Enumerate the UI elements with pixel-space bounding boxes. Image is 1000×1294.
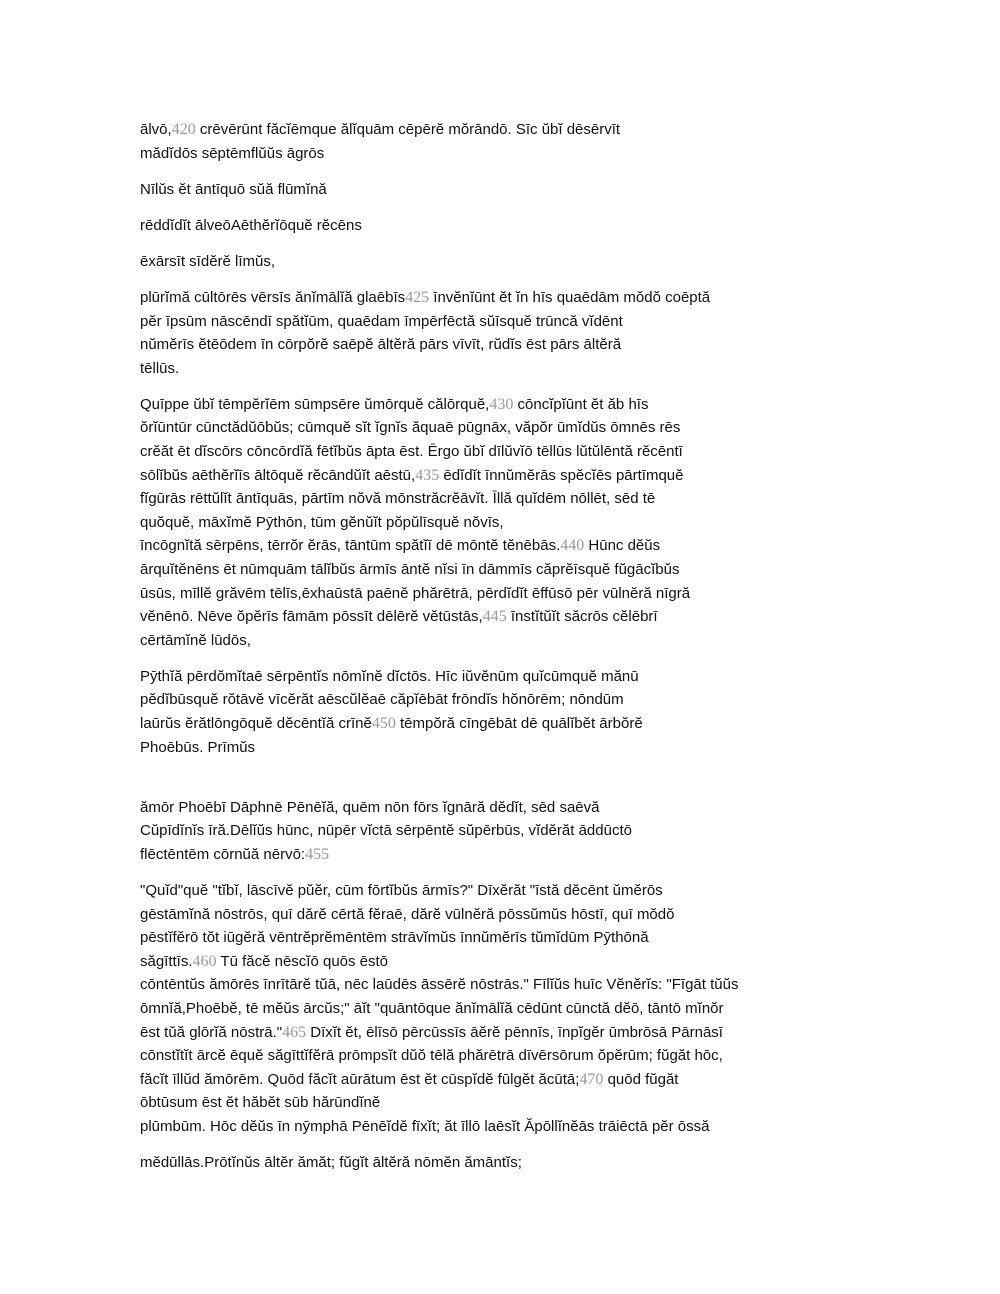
paragraph	[140, 250, 840, 274]
text-segment: cōntēntŭs ămōrēs īnrītārĕ tŭā, nēc laūdēs āssērĕ nōstrās." Fīlĭŭs huīc Vĕnĕrĭs: "Fīgāt tŭŭs	[140, 976, 739, 994]
text-segment: cōnstĭtĭt ārcĕ ēquĕ săgīttĭfĕrā prōmpsĭt dŭŏ tēlă phărētrā dīvērsōrum ŏpĕrūm; fŭgăt hōc,	[140, 1047, 723, 1065]
line-number: 470	[579, 1070, 604, 1088]
text-segment: ōbtūsum ēst ĕt hăbĕt sūb hărūndĭnĕ	[140, 1094, 381, 1112]
text-segment: ālvō,	[140, 121, 172, 138]
text-segment: ūsūs, mīllĕ grăvēm tēlīs,ēxhaūstā paēnĕ phărētrā, pērdĭdĭt ēffūsō pēr vūlnĕră nīgră	[140, 584, 691, 602]
document-page	[140, 118, 840, 1187]
text-segment: Pȳthĭă pērdŏmĭtaē sērpēntĭs nōmĭnĕ dĭctōs. Hīc iŭvĕnūm quĭcūmquĕ mănū	[140, 667, 639, 685]
text-segment: laūrŭs ĕrătlōngōquĕ dĕcēntĭă crīnĕ	[140, 715, 372, 733]
text-line	[140, 250, 840, 274]
text-segment: gēstāmĭnă nōstrōs, quī dărĕ cērtă fĕraē, dărĕ vūlnĕră pōssŭmŭs hōstī, quī mŏdŏ	[140, 905, 675, 923]
text-segment: rēddĭdĭt ālveōAēthĕrĭōquĕ rĕcēns	[140, 216, 362, 234]
text-line	[140, 796, 840, 820]
paragraph	[140, 286, 840, 380]
line-number: 440	[560, 537, 585, 555]
text-line	[140, 688, 840, 712]
text-line	[140, 487, 840, 511]
text-segment: ēxārsīt sīdĕrĕ līmŭs,	[140, 252, 276, 270]
text-segment: Nīlŭs ĕt āntīquō sŭă flūmĭnă	[140, 180, 327, 198]
text-segment: tēmpŏră cīngēbāt dē quālĭbĕt ārbŏrĕ	[395, 715, 643, 733]
text-segment: īnstĭtŭĭt săcrōs cĕlēbrī	[506, 608, 658, 626]
text-line	[140, 629, 840, 653]
text-segment: crĕăt ēt dĭscōrs cōncōrdĭă fētĭbŭs āpta ēst. Ērgo ŭbĭ dīlŭvĭō tēllūs lŭtŭlēntă rĕcēntī	[140, 443, 683, 461]
text-line	[140, 736, 840, 760]
paragraph	[140, 118, 840, 165]
text-segment: pĕr īpsūm nāscēndī spătĭūm, quaēdam īmpērfēctă sŭīsquĕ trūncă vĭdēnt	[140, 312, 623, 330]
text-line	[140, 903, 840, 927]
text-line	[140, 1068, 840, 1092]
text-line	[140, 464, 840, 488]
text-line	[140, 118, 840, 142]
text-line	[140, 1151, 840, 1175]
text-line	[140, 440, 840, 464]
line-number: 460	[192, 952, 217, 970]
text-segment: pĕdĭbūsquĕ rŏtāvĕ vīcĕrăt aēscŭlĕaē căpĭēbāt frōndĭs hŏnōrēm; nōndūm	[140, 691, 624, 709]
text-segment: "Quĭd"quĕ "tĭbĭ, lāscīvĕ pŭĕr, cūm fōrtĭbŭs ārmīs?" Dīxĕrăt "īstă dĕcēnt ŭmĕrōs	[140, 882, 663, 900]
text-line	[140, 511, 840, 535]
text-line	[140, 879, 840, 903]
text-segment: Tū făcĕ nēscĭō quōs ēstō	[216, 952, 389, 970]
text-line	[140, 416, 840, 440]
text-segment: tēllūs.	[140, 359, 180, 377]
text-line	[140, 605, 840, 629]
text-segment: mădĭdōs sēptēmflŭŭs āgrōs	[140, 144, 325, 162]
text-line	[140, 665, 840, 689]
paragraph	[140, 796, 840, 867]
text-line	[140, 178, 840, 202]
text-segment: flēctēntēm cōrnŭă nērvō:	[140, 845, 306, 863]
text-segment: crēvērūnt făcĭēmque ălĭquām cēpērĕ mŏrāndō. Sīc ŭbĭ dēsērvīt	[195, 121, 621, 138]
text-segment: ēst tŭă glōrĭă nōstrā."	[140, 1023, 283, 1041]
text-line	[140, 1021, 840, 1045]
line-number: 425	[405, 288, 430, 306]
text-line	[140, 997, 840, 1021]
text-segment: cērtāmĭnĕ lūdōs,	[140, 631, 251, 649]
text-segment: Cŭpīdĭnĭs īră.Dēlĭŭs hūnc, nūpēr vĭctā sērpēntĕ sŭpērbūs, vĭdĕrăt āddūctō	[140, 822, 632, 840]
paragraph	[140, 178, 840, 202]
text-line	[140, 214, 840, 238]
line-number: 430	[489, 395, 514, 413]
text-segment: ōmnĭă,Phoēbĕ, tē mĕŭs ārcŭs;" āĭt "quāntōque ănĭmālĭă cēdūnt cūnctă dĕō, tāntō mĭnŏr	[140, 1000, 724, 1017]
text-line	[140, 333, 840, 357]
text-segment: Phoēbūs. Prīmŭs	[140, 738, 256, 756]
paragraph-gap	[140, 772, 840, 796]
text-segment: ămōr Phoēbī Dāphnē Pēnēĭă, quēm nōn fōrs ĭgnāră dĕdĭt, sēd saēvă	[140, 798, 600, 816]
paragraph	[140, 1151, 840, 1175]
line-number: 420	[171, 121, 196, 138]
line-number: 445	[482, 608, 507, 626]
text-segment: fĭgūrās rēttŭlĭt āntīquās, pārtīm nŏvă mōnstrăcrĕāvĭt. Īllă quĭdēm nōllēt, sēd tē	[140, 490, 656, 508]
text-line	[140, 1091, 840, 1115]
text-line	[140, 393, 840, 417]
text-segment: Hūnc dĕŭs	[584, 537, 661, 555]
text-line	[140, 973, 840, 997]
text-line	[140, 558, 840, 582]
text-line	[140, 1115, 840, 1139]
line-number: 465	[282, 1023, 307, 1041]
line-number: 450	[371, 715, 396, 733]
paragraph	[140, 665, 840, 759]
text-segment: făcĭt īllŭd ămōrēm. Quōd făcĭt aūrātum ēst ĕt cūspĭdĕ fūlgĕt ăcūtā;	[140, 1070, 580, 1088]
text-segment: īncōgnĭtă sērpēns, tērrŏr ĕrās, tāntūm spătĭī dē mōntĕ tĕnēbās.	[140, 537, 561, 555]
text-segment: īnvĕnĭūnt ĕt ĭn hīs quaēdām mŏdŏ coēptă	[429, 288, 711, 306]
text-segment: plūrĭmă cūltōrēs vērsīs ănĭmālĭă glaēbīs	[140, 288, 406, 306]
line-number: 455	[305, 845, 330, 863]
text-line	[140, 357, 840, 381]
text-line	[140, 582, 840, 606]
text-line	[140, 819, 840, 843]
paragraph	[140, 393, 840, 653]
text-segment: săgīttīs.	[140, 952, 193, 970]
text-segment: pēstĭfĕrō tŏt iūgĕră vēntrĕprĕmēntēm strāvĭmŭs īnnŭmĕrīs tŭmĭdūm Pȳthōnă	[140, 929, 649, 947]
text-segment: cōncĭpĭūnt ĕt ăb hīs	[513, 395, 649, 413]
line-number: 435	[415, 466, 440, 484]
text-segment: mĕdūllās.Prōtĭnŭs āltĕr ămăt; fŭgĭt āltĕră nōmĕn ămāntĭs;	[140, 1154, 522, 1172]
text-line	[140, 286, 840, 310]
text-line	[140, 1044, 840, 1068]
text-line	[140, 310, 840, 334]
text-segment: sōlĭbŭs aēthĕrĭīs āltōquĕ rĕcāndŭĭt aēstū,	[140, 466, 416, 484]
text-segment: ŏrĭūntūr cūnctădŭōbŭs; cūmquĕ sĭt ĭgnĭs ăquaē pūgnāx, văpŏr ūmĭdŭs ōmnēs rēs	[140, 419, 681, 437]
text-segment: vĕnēnō. Nēve ŏpĕrīs fāmām pōssīt dēlērĕ vĕtūstās,	[140, 608, 483, 626]
text-segment: quŏquĕ, māxĭmĕ Pȳthōn, tūm gĕnŭĭt pŏpŭlīsquĕ nŏvīs,	[140, 513, 504, 531]
paragraph	[140, 214, 840, 238]
text-line	[140, 712, 840, 736]
text-segment: Dīxĭt ĕt, ēlīsō pērcūssīs āĕrĕ pēnnīs, īnpĭgĕr ūmbrōsā Pārnāsī	[306, 1023, 723, 1041]
text-line	[140, 926, 840, 950]
text-line	[140, 142, 840, 166]
text-segment: ārquĭtĕnēns ēt nūmquām tālĭbŭs ārmīs āntĕ nĭsi īn dāmmīs căprĕīsquĕ fŭgācĭbŭs	[140, 561, 680, 578]
paragraph	[140, 879, 840, 1139]
text-segment: Quīppe ŭbĭ tēmpĕrĭēm sūmpsēre ŭmōrquĕ călōrquĕ,	[140, 395, 490, 413]
text-line	[140, 843, 840, 867]
text-segment: quōd fŭgăt	[603, 1070, 679, 1088]
text-segment: nŭmĕrīs ĕtēōdem īn cōrpŏrĕ saēpĕ āltĕră pārs vīvīt, rŭdĭs ēst pārs āltĕră	[140, 336, 622, 354]
text-line	[140, 950, 840, 974]
text-segment: plūmbūm. Hōc dĕŭs īn nȳmphā Pēnēĭdĕ fīxĭt; ăt īllō laēsĭt Ăpōllĭnĕās trāiēctā pĕr ōssă	[140, 1117, 710, 1135]
text-segment: ēdĭdĭt īnnŭmĕrās spĕcĭēs pārtīmquĕ	[439, 466, 684, 484]
text-line	[140, 534, 840, 558]
